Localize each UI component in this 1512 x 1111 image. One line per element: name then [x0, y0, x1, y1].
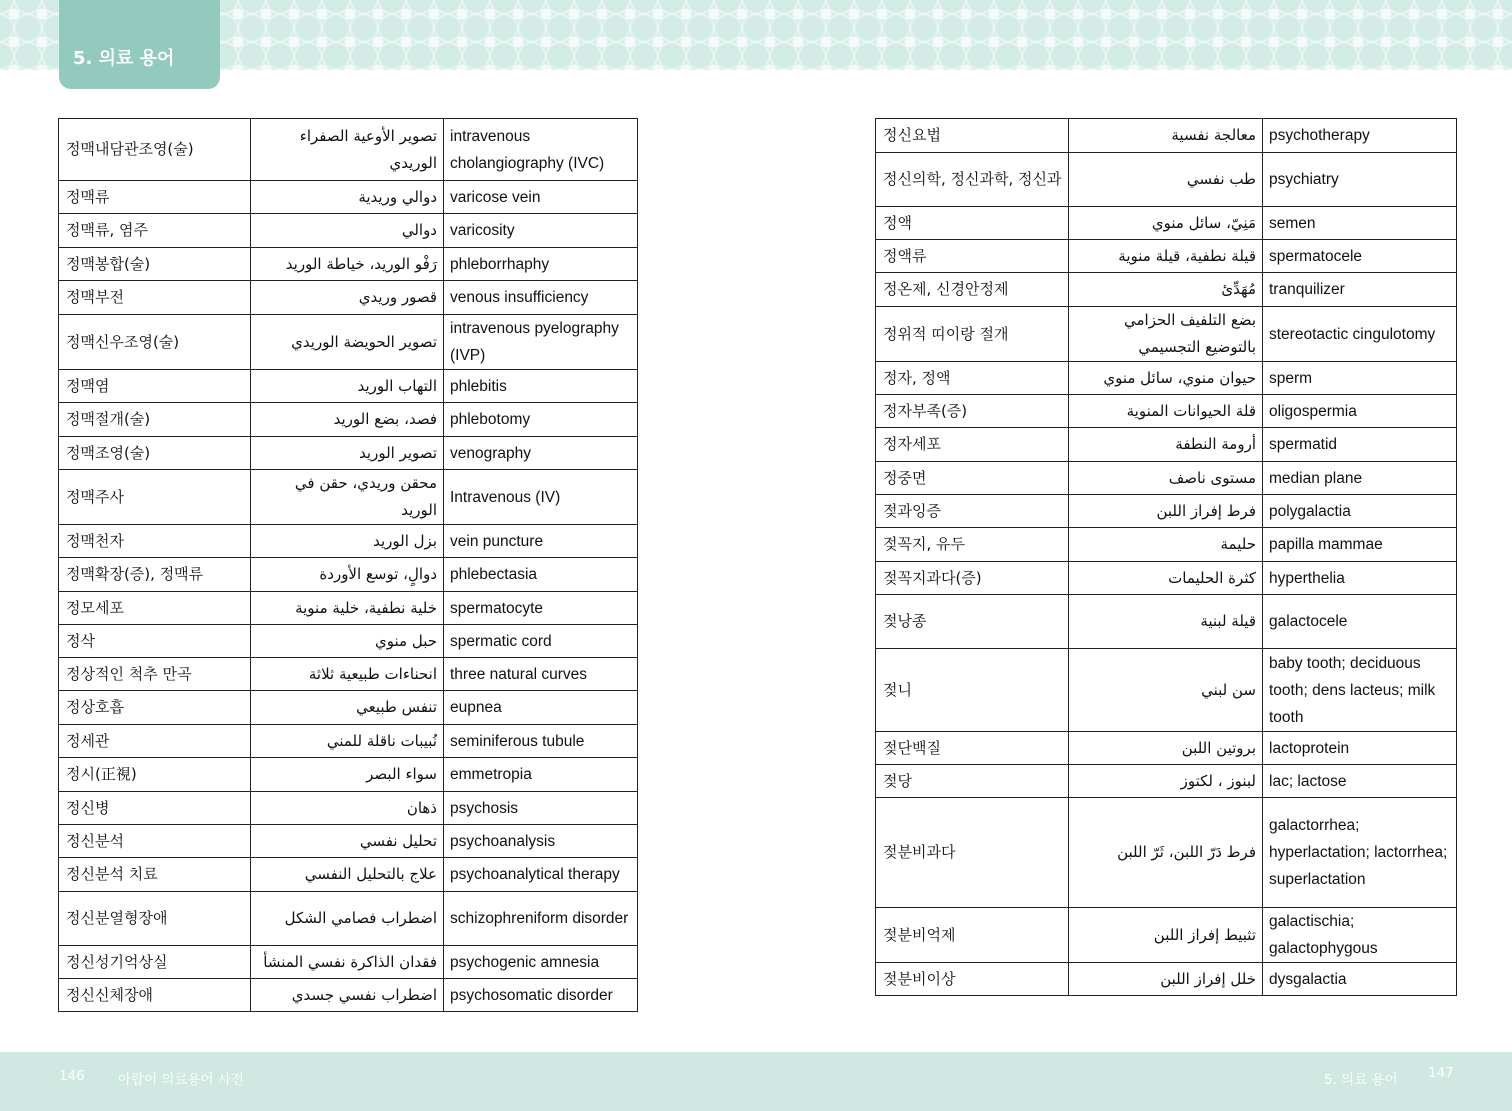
- english-term: spermatocele: [1263, 240, 1457, 273]
- english-term: oligospermia: [1263, 395, 1457, 428]
- term-row: [876, 649, 1457, 732]
- korean-term: 정자부족(증): [876, 395, 1069, 428]
- english-term: galactischia; galactophygous: [1263, 908, 1457, 963]
- korean-term: 젖니: [876, 649, 1069, 732]
- arabic-term: مستوى ناصف: [1069, 462, 1263, 495]
- korean-term: 정맥류, 염주: [59, 214, 251, 248]
- arabic-term: سواء البصر: [251, 758, 444, 792]
- arabic-term: تثبيط إفراز اللبن: [1069, 908, 1263, 963]
- arabic-term: أرومة النطفة: [1069, 428, 1263, 462]
- korean-term: 정맥주사: [59, 470, 251, 525]
- arabic-term: نُبيبات ناقلة للمني: [251, 725, 444, 758]
- arabic-term: لبنوز ، لكتوز: [1069, 765, 1263, 798]
- right-page-number: 147: [1428, 1065, 1454, 1081]
- term-row: [59, 792, 638, 825]
- arabic-term: فقدان الذاكرة نفسي المنشأ: [251, 946, 444, 979]
- english-term: intravenous cholangiography (IVC): [444, 119, 638, 181]
- english-term: vein puncture: [444, 525, 638, 558]
- left-book-title: 아랍어 의료용어 사전: [118, 1072, 244, 1088]
- korean-term: 젖분비과다: [876, 798, 1069, 908]
- arabic-term: فرط إفراز اللبن: [1069, 495, 1263, 528]
- korean-term: 정상호흡: [59, 691, 251, 725]
- term-row: [876, 595, 1457, 649]
- english-term: median plane: [1263, 462, 1457, 495]
- english-term: seminiferous tubule: [444, 725, 638, 758]
- korean-term: 정신의학, 정신과학, 정신과: [876, 153, 1069, 207]
- arabic-term: فرط دَرّ اللبن، ثَرّ اللبن: [1069, 798, 1263, 908]
- korean-term: 젖낭종: [876, 595, 1069, 649]
- header-pattern-band: [0, 0, 1512, 70]
- english-term: phlebitis: [444, 370, 638, 403]
- arabic-term: مَنِيّ، سائل منوي: [1069, 207, 1263, 240]
- term-row: [59, 979, 638, 1012]
- term-row: [59, 758, 638, 792]
- english-term: psychotherapy: [1263, 119, 1457, 153]
- arabic-term: دوالي: [251, 214, 444, 248]
- english-term: tranquilizer: [1263, 273, 1457, 307]
- english-term: dysgalactia: [1263, 963, 1457, 996]
- english-term: sperm: [1263, 362, 1457, 395]
- arabic-term: انحناءات طبيعية ثلاثة: [251, 658, 444, 691]
- english-term: galactorrhea; hyperlactation; lactorrhea; superlactation: [1263, 798, 1457, 908]
- korean-term: 정세관: [59, 725, 251, 758]
- korean-term: 정맥신우조영(술): [59, 315, 251, 370]
- english-term: varicose vein: [444, 181, 638, 214]
- korean-term: 젖분비이상: [876, 963, 1069, 996]
- arabic-term: قيلة نطفية، قيلة منوية: [1069, 240, 1263, 273]
- arabic-term: قلة الحيوانات المنوية: [1069, 395, 1263, 428]
- term-row: [876, 153, 1457, 207]
- korean-term: 젖꼭지, 유두: [876, 528, 1069, 562]
- english-term: venography: [444, 437, 638, 470]
- term-row: [59, 315, 638, 370]
- english-term: emmetropia: [444, 758, 638, 792]
- english-term: eupnea: [444, 691, 638, 725]
- korean-term: 정맥조영(술): [59, 437, 251, 470]
- term-row: [59, 525, 638, 558]
- korean-term: 정맥내담관조영(술): [59, 119, 251, 181]
- korean-term: 젖꼭지과다(증): [876, 562, 1069, 595]
- english-term: psychoanalytical therapy: [444, 858, 638, 892]
- term-row: [59, 470, 638, 525]
- korean-term: 젖과잉증: [876, 495, 1069, 528]
- term-row: [876, 273, 1457, 307]
- term-row: [59, 437, 638, 470]
- arabic-term: اضطراب نفسي جسدي: [251, 979, 444, 1012]
- term-row: [876, 562, 1457, 595]
- korean-term: 정모세포: [59, 592, 251, 625]
- term-row: [59, 558, 638, 592]
- term-row: [59, 625, 638, 658]
- term-row: [876, 207, 1457, 240]
- arabic-term: محقن وريدي، حقن في الوريد: [251, 470, 444, 525]
- korean-term: 정맥확장(증), 정맥류: [59, 558, 251, 592]
- term-row: [59, 119, 638, 181]
- arabic-term: دوالٍ، توسع الأوردة: [251, 558, 444, 592]
- english-term: spermatocyte: [444, 592, 638, 625]
- arabic-term: طب نفسي: [1069, 153, 1263, 207]
- arabic-term: سن لبني: [1069, 649, 1263, 732]
- arabic-term: رَفْو الوريد، خياطة الوريد: [251, 248, 444, 281]
- english-term: intravenous pyelography (IVP): [444, 315, 638, 370]
- term-row: [876, 495, 1457, 528]
- term-row: [59, 892, 638, 946]
- left-term-table: [58, 118, 638, 1012]
- arabic-term: قيلة لبنية: [1069, 595, 1263, 649]
- term-row: [59, 281, 638, 315]
- term-row: [59, 825, 638, 858]
- term-row: [876, 765, 1457, 798]
- english-term: phlebectasia: [444, 558, 638, 592]
- arabic-term: تصوير الأوعية الصفراء الوريدي: [251, 119, 444, 181]
- chapter-tab: [59, 0, 220, 89]
- korean-term: 정신신체장애: [59, 979, 251, 1012]
- english-term: papilla mammae: [1263, 528, 1457, 562]
- english-term: lac; lactose: [1263, 765, 1457, 798]
- korean-term: 정위적 띠이랑 절개: [876, 307, 1069, 362]
- arabic-term: التهاب الوريد: [251, 370, 444, 403]
- english-term: venous insufficiency: [444, 281, 638, 315]
- term-row: [876, 307, 1457, 362]
- korean-term: 정신분열형장애: [59, 892, 251, 946]
- right-chapter-label: 5. 의료 용어: [1324, 1072, 1398, 1088]
- english-term: psychoanalysis: [444, 825, 638, 858]
- arabic-term: خلل إفراز اللبن: [1069, 963, 1263, 996]
- arabic-term: تصوير الحويضة الوريدي: [251, 315, 444, 370]
- korean-term: 정맥류: [59, 181, 251, 214]
- term-row: [876, 462, 1457, 495]
- term-row: [59, 248, 638, 281]
- arabic-term: بزل الوريد: [251, 525, 444, 558]
- term-row: [59, 181, 638, 214]
- english-term: psychiatry: [1263, 153, 1457, 207]
- english-term: baby tooth; deciduous tooth; dens lacteus; milk tooth: [1263, 649, 1457, 732]
- korean-term: 정맥절개(술): [59, 403, 251, 437]
- term-row: [876, 240, 1457, 273]
- arabic-term: مُهَدِّئ: [1069, 273, 1263, 307]
- arabic-term: دوالي وريدية: [251, 181, 444, 214]
- arabic-term: بروتين اللبن: [1069, 732, 1263, 765]
- english-term: three natural curves: [444, 658, 638, 691]
- arabic-term: حيوان منوي، سائل منوي: [1069, 362, 1263, 395]
- term-row: [59, 592, 638, 625]
- english-term: lactoprotein: [1263, 732, 1457, 765]
- english-term: spermatid: [1263, 428, 1457, 462]
- korean-term: 정삭: [59, 625, 251, 658]
- korean-term: 정신분석: [59, 825, 251, 858]
- term-row: [876, 428, 1457, 462]
- term-row: [876, 908, 1457, 963]
- arabic-term: تنفس طبيعي: [251, 691, 444, 725]
- term-row: [876, 362, 1457, 395]
- korean-term: 정자세포: [876, 428, 1069, 462]
- term-row: [876, 798, 1457, 908]
- arabic-term: كثرة الحليمات: [1069, 562, 1263, 595]
- korean-term: 정신병: [59, 792, 251, 825]
- left-page-number: 146: [59, 1068, 85, 1084]
- footer-bar: [0, 1052, 1512, 1111]
- english-term: polygalactia: [1263, 495, 1457, 528]
- korean-term: 젖분비억제: [876, 908, 1069, 963]
- english-term: psychosomatic disorder: [444, 979, 638, 1012]
- term-row: [59, 370, 638, 403]
- term-row: [876, 732, 1457, 765]
- arabic-term: فصد، بضع الوريد: [251, 403, 444, 437]
- korean-term: 정맥천자: [59, 525, 251, 558]
- term-row: [59, 658, 638, 691]
- arabic-term: خلية نطفية، خلية منوية: [251, 592, 444, 625]
- term-row: [59, 691, 638, 725]
- korean-term: 젖단백질: [876, 732, 1069, 765]
- term-row: [59, 725, 638, 758]
- arabic-term: حليمة: [1069, 528, 1263, 562]
- english-term: phlebotomy: [444, 403, 638, 437]
- arabic-term: ذهان: [251, 792, 444, 825]
- english-term: galactocele: [1263, 595, 1457, 649]
- korean-term: 정중면: [876, 462, 1069, 495]
- term-row: [59, 214, 638, 248]
- arabic-term: حبل منوي: [251, 625, 444, 658]
- korean-term: 정맥부전: [59, 281, 251, 315]
- arabic-term: قصور وريدي: [251, 281, 444, 315]
- korean-term: 정온제, 신경안정제: [876, 273, 1069, 307]
- arabic-term: تحليل نفسي: [251, 825, 444, 858]
- english-term: psychosis: [444, 792, 638, 825]
- arabic-term: بضع التلفيف الحزامي بالتوضيع التجسيمي: [1069, 307, 1263, 362]
- korean-term: 정맥염: [59, 370, 251, 403]
- arabic-term: اضطراب فصامي الشكل: [251, 892, 444, 946]
- term-row: [59, 858, 638, 892]
- term-row: [876, 963, 1457, 996]
- korean-term: 정신요법: [876, 119, 1069, 153]
- english-term: spermatic cord: [444, 625, 638, 658]
- arabic-term: معالجة نفسية: [1069, 119, 1263, 153]
- term-row: [876, 528, 1457, 562]
- english-term: varicosity: [444, 214, 638, 248]
- english-term: stereotactic cingulotomy: [1263, 307, 1457, 362]
- right-term-table: [875, 118, 1457, 996]
- korean-term: 정액류: [876, 240, 1069, 273]
- korean-term: 정신분석 치료: [59, 858, 251, 892]
- arabic-term: علاج بالتحليل النفسي: [251, 858, 444, 892]
- term-row: [876, 395, 1457, 428]
- korean-term: 정신성기억상실: [59, 946, 251, 979]
- korean-term: 정액: [876, 207, 1069, 240]
- english-term: hyperthelia: [1263, 562, 1457, 595]
- english-term: phleborrhaphy: [444, 248, 638, 281]
- term-row: [876, 119, 1457, 153]
- english-term: schizophreniform disorder: [444, 892, 638, 946]
- korean-term: 정자, 정액: [876, 362, 1069, 395]
- english-term: Intravenous (IV): [444, 470, 638, 525]
- chapter-label: 5. 의료 용어: [73, 48, 175, 69]
- english-term: semen: [1263, 207, 1457, 240]
- korean-term: 젖당: [876, 765, 1069, 798]
- term-row: [59, 946, 638, 979]
- term-row: [59, 403, 638, 437]
- arabic-term: تصوير الوريد: [251, 437, 444, 470]
- korean-term: 정상적인 척추 만곡: [59, 658, 251, 691]
- korean-term: 정시(正視): [59, 758, 251, 792]
- korean-term: 정맥봉합(술): [59, 248, 251, 281]
- english-term: psychogenic amnesia: [444, 946, 638, 979]
